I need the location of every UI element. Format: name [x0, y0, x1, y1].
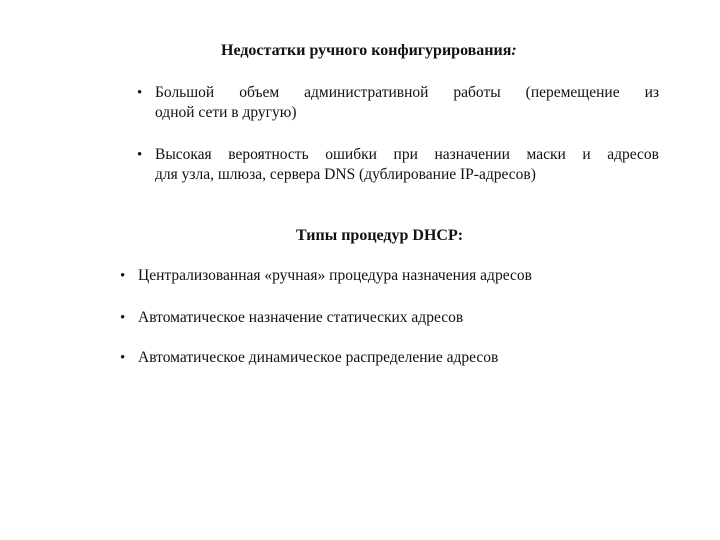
list-item-line: Автоматическое динамическое распределение адресов	[138, 349, 499, 366]
section1-title-colon: :	[511, 42, 517, 59]
bullet-icon: •	[120, 350, 126, 366]
list-item-line: Высокая вероятность ошибки при назначении маски и адресов	[155, 146, 659, 163]
section1-title-text: Недостатки ручного конфигурирования	[221, 42, 512, 59]
list-item-text	[155, 83, 659, 123]
list-item-line: Большой объем административной работы (перемещение из	[155, 84, 659, 101]
bullet-icon: •	[137, 85, 143, 101]
list-item-dhcp-type-3	[120, 348, 620, 370]
bullet-icon: •	[137, 147, 143, 163]
list-item-text	[138, 308, 463, 328]
list-item-manual-drawback-2	[137, 145, 659, 187]
section1-title	[221, 42, 517, 60]
list-item-text	[138, 266, 532, 286]
list-item-text	[155, 145, 659, 185]
list-item-line: одной сети в другую)	[155, 104, 297, 121]
section2-title: Типы процедур DHCP:	[296, 227, 464, 244]
list-item-text	[138, 348, 498, 368]
list-item-line: Автоматическое назначение статических адресов	[138, 309, 464, 326]
list-item-manual-drawback-1	[137, 83, 659, 125]
bullet-icon: •	[120, 310, 126, 326]
list-item-line: Централизованная «ручная» процедура назначения адресов	[138, 267, 532, 284]
list-item-dhcp-type-2	[120, 308, 620, 330]
list-item-dhcp-type-1	[120, 266, 620, 288]
list-item-line: для узла, шлюза, сервера DNS (дублирование IP-адресов)	[155, 166, 536, 183]
bullet-icon: •	[120, 268, 126, 284]
